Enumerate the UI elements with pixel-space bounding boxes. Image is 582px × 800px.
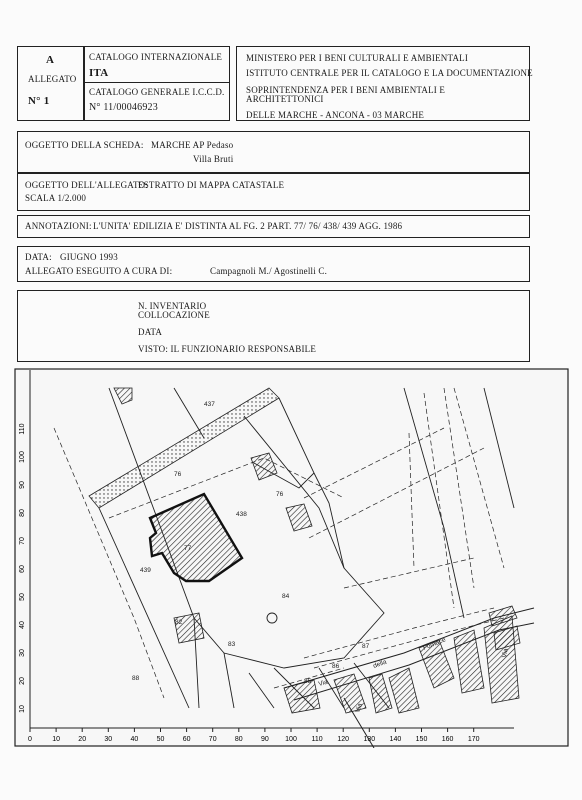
y-tick-label: 10 [19, 705, 26, 713]
road-label-via-3: Via [501, 647, 510, 659]
road-label-via-2: Via [354, 702, 365, 714]
ita-code: ITA [89, 67, 109, 79]
parcel-label-76b: 76 [276, 491, 284, 498]
x-tick-label: 80 [234, 736, 243, 743]
parcel-label-439: 439 [140, 567, 151, 574]
x-tick-label: 20 [78, 736, 87, 743]
annotazioni-box [17, 215, 530, 238]
catalog-number: N° 11/00046923 [89, 102, 158, 113]
data-value: GIUGNO 1993 [60, 252, 118, 262]
x-tick-label: 110 [311, 736, 323, 743]
oggetto-scheda-value: MARCHE AP Pedaso [151, 140, 234, 150]
oggetto-scheda-label: OGGETTO DELLA SCHEDA: [25, 140, 144, 150]
y-tick-label: 70 [19, 537, 26, 545]
data-box [17, 246, 530, 282]
istituto: ISTITUTO CENTRALE PER IL CATALOGO E LA DOCUMENTAZIONE [246, 68, 533, 78]
oggetto-allegato-label: OGGETTO DELL'ALLEGATO: [25, 180, 148, 190]
parcel-label-88: 88 [132, 675, 140, 682]
delle-marche: DELLE MARCHE - ANCONA - 03 MARCHE [246, 110, 425, 120]
parcel-label-82: 82 [175, 619, 183, 626]
inventario-box [17, 290, 530, 362]
y-tick-label: 100 [19, 451, 26, 463]
parcel-label-85: 85 [304, 678, 312, 685]
y-tick-label: 60 [19, 565, 26, 573]
ministry-box [236, 46, 533, 121]
n-inventario: N. INVENTARIO [138, 301, 207, 311]
data-field: DATA [138, 327, 163, 337]
y-tick-label: 50 [19, 593, 26, 601]
parcel-label-77: 77 [184, 545, 192, 552]
collocazione: COLLOCAZIONE [138, 310, 210, 320]
x-tick-label: 60 [182, 736, 191, 743]
allegato-label: ALLEGATO [28, 74, 77, 84]
eseguito-label: ALLEGATO ESEGUITO A CURA DI: [25, 266, 173, 276]
oggetto-scheda-sub: Villa Bruti [193, 154, 234, 164]
road-label-della: della [372, 658, 388, 670]
x-tick-label: 40 [130, 736, 139, 743]
x-tick-label: 130 [363, 736, 376, 743]
x-tick-label: 50 [156, 736, 165, 743]
catalogo-generale: CATALOGO GENERALE I.C.C.D. [89, 87, 225, 97]
y-tick-label: 80 [19, 509, 26, 517]
eseguito-value: Campagnoli M./ Agostinelli C. [210, 266, 328, 276]
allegato-letter: A [46, 54, 55, 66]
x-tick-label: 10 [52, 736, 60, 743]
x-tick-label: 160 [441, 736, 454, 743]
allegato-box [17, 46, 84, 121]
x-tick-label: 100 [285, 736, 297, 743]
parcel-label-86: 86 [332, 663, 340, 670]
soprintendenza-line2: ARCHITETTONICI [246, 94, 324, 104]
annotazioni-label: ANNOTAZIONI: [25, 221, 92, 231]
y-tick-label: 20 [19, 677, 26, 685]
oggetto-allegato-box [17, 173, 530, 211]
data-label: DATA: [25, 252, 52, 262]
x-tick-label: 140 [389, 736, 402, 743]
scala-text: SCALA 1/2.000 [25, 193, 87, 203]
y-tick-label: 90 [19, 481, 26, 489]
parcel-label-76a: 76 [174, 471, 182, 478]
oggetto-allegato-value: ESTRATTO DI MAPPA CATASTALE [138, 180, 285, 190]
x-tick-label: 150 [415, 736, 428, 743]
parcel-label-87: 87 [362, 643, 370, 650]
allegato-number: N° 1 [28, 95, 50, 107]
visto-field: VISTO: IL FUNZIONARIO RESPONSABILE [138, 344, 317, 354]
parcel-label-84: 84 [282, 593, 290, 600]
annotazioni-value: L'UNITA' EDILIZIA E' DISTINTA AL FG. 2 PART. 77/ 76/ 438/ 439 AGG. 1986 [93, 221, 403, 231]
x-tick-label: 170 [467, 736, 480, 743]
parcel-label-83: 83 [228, 641, 236, 648]
x-tick-label: 70 [208, 736, 217, 743]
oggetto-scheda-box [17, 131, 530, 173]
x-tick-label: 90 [261, 736, 269, 743]
y-tick-label: 30 [19, 649, 26, 657]
soprintendenza-line1: SOPRINTENDENZA PER I BENI AMBIENTALI E [246, 85, 446, 95]
y-tick-label: 110 [19, 423, 26, 435]
road-label-via: Via [317, 678, 329, 688]
catalogo-internazionale: CATALOGO INTERNAZIONALE [89, 52, 223, 62]
parcel-label-437: 437 [204, 401, 215, 408]
x-tick-label: 120 [337, 736, 350, 743]
ministero: MINISTERO PER I BENI CULTURALI E AMBIENTALI [246, 53, 469, 63]
road-label-fornace: Fornace [422, 636, 447, 652]
x-tick-label: 0 [28, 736, 32, 743]
catalog-box [84, 46, 230, 121]
parcel-label-438: 438 [236, 511, 247, 518]
y-tick-label: 40 [19, 621, 26, 629]
x-tick-label: 30 [104, 736, 113, 743]
cadastral-map [14, 368, 570, 748]
